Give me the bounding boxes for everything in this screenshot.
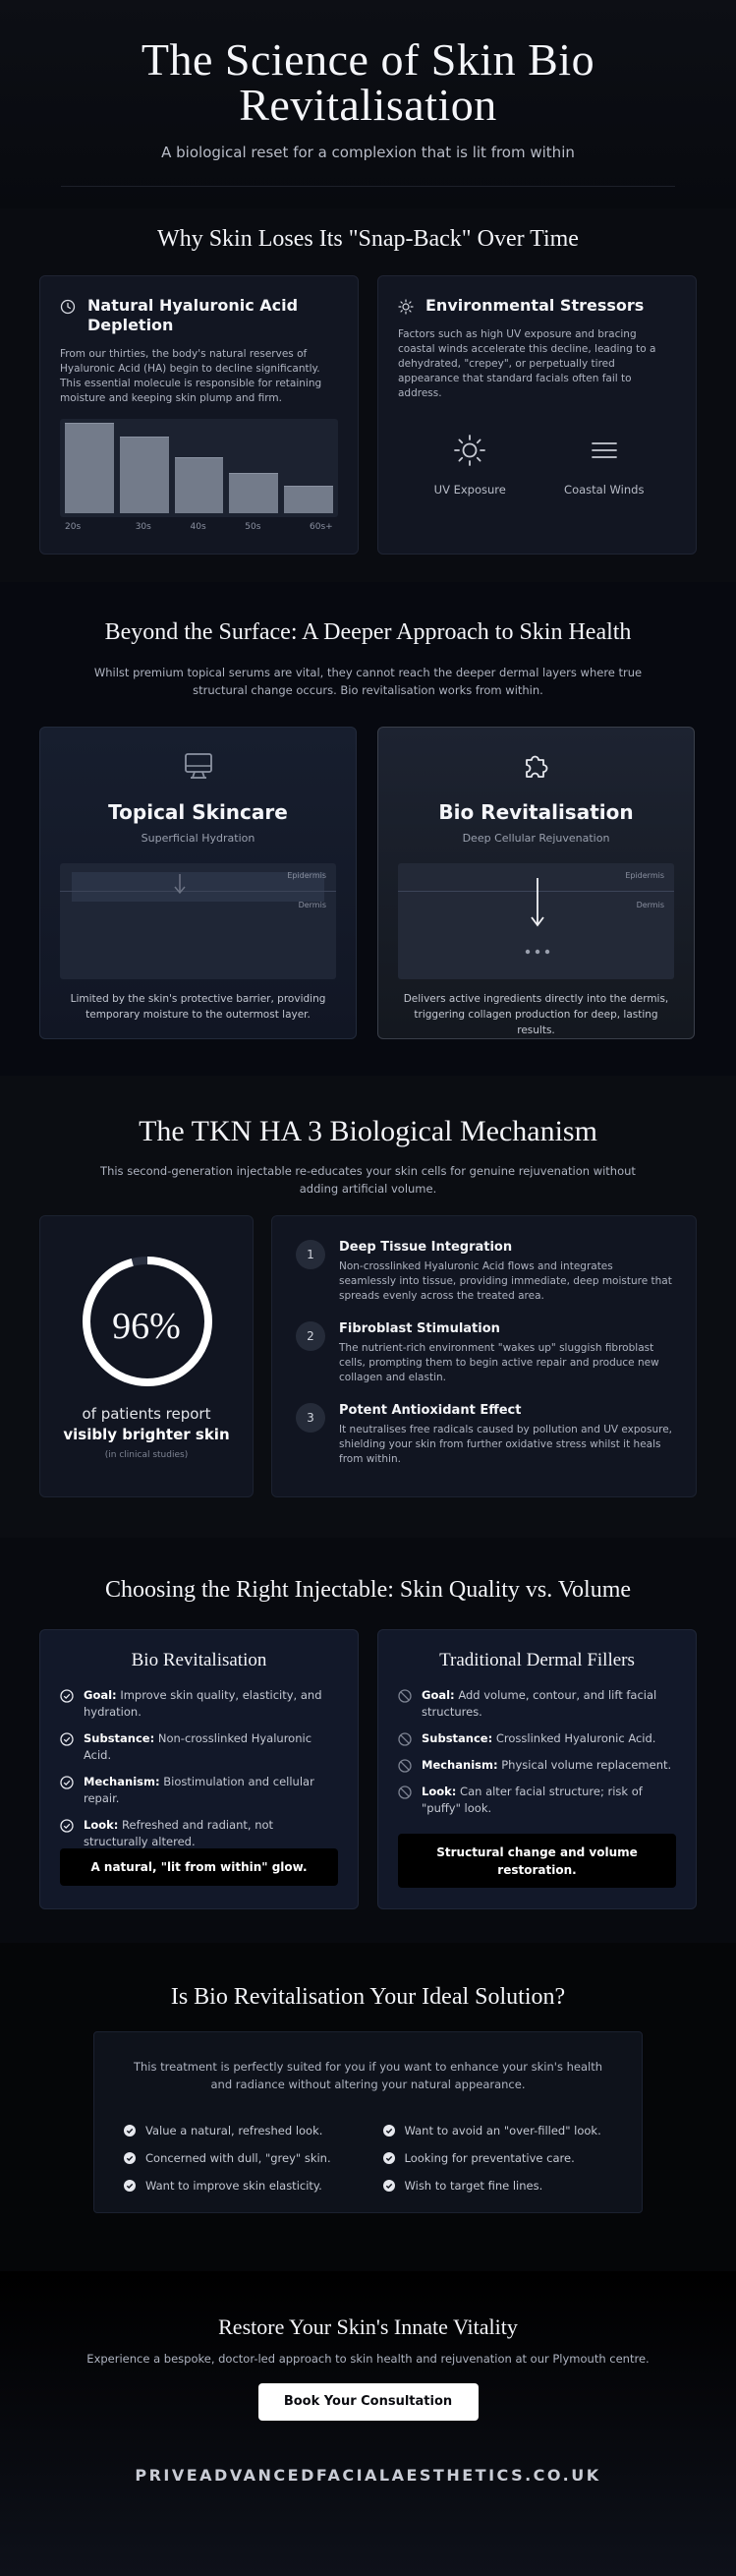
comparison-item (60, 1730, 338, 1764)
item-value: Biostimulation and cellular repair. (84, 1775, 314, 1805)
epidermis-label: Epidermis (625, 871, 664, 880)
item-key: Goal: (84, 1688, 117, 1702)
why-title: Why Skin Loses Its "Snap-Back" Over Time (157, 226, 579, 252)
item-key: Substance: (422, 1731, 493, 1745)
comparison-item (60, 1817, 338, 1850)
chart-x-label: 50s (245, 522, 261, 532)
item-value: Improve skin quality, elasticity, and hydration. (84, 1688, 322, 1719)
item-value: Can alter facial structure; risk of "puffy" look. (422, 1785, 643, 1815)
environmental-title: Environmental Stressors (425, 296, 645, 315)
bio-skin-diagram (398, 863, 674, 979)
chart-x-label: 30s (135, 522, 151, 532)
item-value: Crosslinked Hyaluronic Acid. (495, 1731, 656, 1745)
environmental-card (377, 275, 697, 555)
ban-icon (398, 1759, 412, 1773)
mechanism-lead: This second-generation injectable re-educates your skin cells for genuine rejuvenation without adding artificial volume. (100, 1164, 636, 1196)
bio-comparison-card (39, 1629, 359, 1909)
uv-exposure-label: UV Exposure (433, 483, 506, 497)
coastal-winds-label: Coastal Winds (564, 483, 645, 497)
item-key: Look: (422, 1785, 457, 1798)
checklist-text: Wish to target fine lines. (404, 2179, 543, 2193)
checklist-text: Want to improve skin elasticity. (145, 2179, 322, 2193)
page-title-line-2: Revitalisation (239, 80, 497, 130)
why-section (0, 208, 736, 582)
checklist-item (124, 2144, 354, 2172)
comparison-item (398, 1730, 676, 1747)
checklist-item (383, 2172, 613, 2199)
step-text: The nutrient-rich environment "wakes up" sluggish fibroblast cells, prompting them to begin active repair and produce new collagen and elastin. (339, 1342, 659, 1383)
ha-depletion-text: From our thirties, the body's natural reserves of Hyaluronic Acid (HA) begin to decline significantly. This essential molecule is responsible for retaining moisture and keeping skin plump and firm. (60, 348, 322, 404)
comparison-item (398, 1687, 676, 1721)
page-title-line-1: The Science of Skin Bio (141, 34, 595, 85)
item-key: Look: (84, 1818, 119, 1832)
topical-subtitle: Superficial Hydration (141, 832, 255, 845)
beyond-lead: Whilst premium topical serums are vital, they cannot reach the deeper dermal layers where true structural change occurs. Bio revitalisation works from within. (93, 666, 643, 697)
check-circle-icon (60, 1776, 74, 1789)
step-item (296, 1240, 672, 1304)
sun-icon (398, 299, 414, 315)
ha-decline-chart (60, 419, 338, 532)
ban-icon (398, 1689, 412, 1703)
check-circle-icon (60, 1819, 74, 1833)
filler-result-box: Structural change and volume restoration. (398, 1834, 676, 1888)
checklist-text: Concerned with dull, "grey" skin. (145, 2151, 331, 2165)
item-value: Add volume, contour, and lift facial structures. (422, 1688, 657, 1719)
chart-bar (284, 486, 333, 513)
checklist-item (124, 2117, 354, 2144)
puzzle-icon (520, 749, 553, 783)
beyond-section (0, 582, 736, 1076)
hero-divider (61, 186, 675, 187)
chart-x-label: 40s (190, 522, 206, 532)
step-number: 2 (296, 1321, 325, 1351)
check-circle-icon (383, 2180, 395, 2192)
dots-icon (523, 948, 552, 956)
ha-depletion-card (39, 275, 359, 555)
item-value: Non-crosslinked Hyaluronic Acid. (84, 1731, 312, 1762)
check-circle-icon (124, 2152, 136, 2164)
checklist-item (124, 2172, 354, 2199)
bio-footer: Delivers active ingredients directly into the dermis, triggering collagen production for deep, lasting results. (403, 993, 669, 1036)
bio-comparison-title: Bio Revitalisation (131, 1650, 267, 1670)
ban-icon (398, 1786, 412, 1799)
check-circle-icon (383, 2125, 395, 2137)
topical-skincare-card (39, 727, 357, 1039)
step-title: Potent Antioxidant Effect (339, 1403, 522, 1418)
dermis-label: Dermis (636, 901, 664, 909)
clock-icon (60, 299, 76, 315)
step-item (296, 1403, 672, 1467)
mechanism-title: The TKN HA 3 Biological Mechanism (139, 1115, 597, 1147)
filler-comparison-title: Traditional Dermal Fillers (439, 1650, 635, 1670)
chart-bar (229, 473, 278, 513)
comparison-item (398, 1784, 676, 1817)
check-circle-icon (383, 2152, 395, 2164)
ideal-title: Is Bio Revitalisation Your Ideal Solution? (170, 1984, 566, 2010)
stat-card (39, 1215, 254, 1497)
item-value: Refreshed and radiant, not structurally altered. (84, 1818, 274, 1848)
mechanism-steps (271, 1215, 697, 1497)
bio-result-box: A natural, "lit from within" glow. (60, 1848, 338, 1886)
footer-website[interactable]: PRIVEADVANCEDFACIALAESTHETICS.CO.UK (135, 2466, 601, 2485)
stat-line-1: of patients report (82, 1405, 211, 1423)
cta-title: Restore Your Skin's Innate Vitality (218, 2314, 518, 2339)
topical-footer: Limited by the skin's protective barrier, providing temporary moisture to the outermost layer. (70, 993, 326, 1021)
wind-icon (588, 434, 621, 467)
ideal-checklist (124, 2117, 612, 2199)
item-key: Mechanism: (422, 1758, 498, 1772)
step-number: 3 (296, 1403, 325, 1433)
step-text: It neutralises free radicals caused by pollution and UV exposure, shielding your skin from further oxidative stress whilst it heals from within. (339, 1424, 672, 1465)
step-item (296, 1321, 672, 1385)
cta-section (0, 2271, 736, 2576)
checklist-item (383, 2144, 613, 2172)
check-circle-icon (60, 1689, 74, 1703)
chart-bar (65, 423, 114, 513)
chart-bar (175, 457, 224, 513)
bio-subtitle: Deep Cellular Rejuvenation (462, 832, 610, 845)
item-value: Physical volume replacement. (501, 1758, 672, 1772)
ban-icon (398, 1732, 412, 1746)
step-title: Fibroblast Stimulation (339, 1321, 500, 1336)
filler-comparison-card (377, 1629, 697, 1909)
ideal-intro: This treatment is perfectly suited for you if you want to enhance your skin's health and radiance without altering your natural appearance. (133, 2060, 603, 2091)
stat-note: (in clinical studies) (104, 1450, 189, 1460)
hero-section (0, 0, 736, 208)
ha-depletion-title: Natural Hyaluronic Acid Depletion (87, 296, 299, 334)
item-key: Mechanism: (84, 1775, 160, 1788)
ideal-section (0, 1943, 736, 2271)
page-subtitle: A biological reset for a complexion that is lit from within (161, 144, 575, 161)
item-key: Goal: (422, 1688, 455, 1702)
cta-lead: Experience a bespoke, doctor-led approach to skin health and rejuvenation at our Plymouth centre. (86, 2352, 650, 2366)
topical-title: Topical Skincare (108, 800, 288, 824)
bio-revitalisation-card (377, 727, 695, 1039)
stat-line-2: visibly brighter skin (63, 1426, 230, 1443)
checklist-text: Value a natural, refreshed look. (145, 2124, 323, 2137)
page-title (0, 34, 736, 130)
check-circle-icon (124, 2125, 136, 2137)
stat-value: 96% (112, 1306, 181, 1347)
bio-title: Bio Revitalisation (438, 800, 634, 824)
uv-exposure-item (416, 434, 524, 498)
mechanism-section (0, 1076, 736, 1538)
coastal-winds-item (550, 434, 658, 498)
epidermis-label: Epidermis (287, 871, 326, 880)
arrow-down-icon (172, 873, 188, 895)
chart-x-label: 20s (65, 522, 82, 532)
item-key: Substance: (84, 1731, 155, 1745)
step-title: Deep Tissue Integration (339, 1240, 513, 1255)
step-text: Non-crosslinked Hyaluronic Acid flows and integrates seamlessly into tissue, providing immediate, deep moisture that spreads evenly across the treated area. (339, 1260, 672, 1302)
check-circle-icon (124, 2180, 136, 2192)
checklist-text: Looking for preventative care. (404, 2151, 575, 2165)
choose-section (0, 1538, 736, 1943)
chart-x-label: 60s+ (310, 522, 333, 532)
ideal-box (93, 2031, 643, 2213)
beyond-title: Beyond the Surface: A Deeper Approach to Skin Health (104, 619, 632, 645)
topical-skin-diagram (60, 863, 336, 979)
comparison-item (398, 1757, 676, 1774)
book-consultation-button[interactable]: Book Your Consultation (258, 2383, 479, 2421)
comparison-item (60, 1774, 338, 1807)
chart-bar (120, 437, 169, 513)
comparison-item (60, 1687, 338, 1721)
monitor-icon (182, 749, 215, 783)
choose-title: Choosing the Right Injectable: Skin Quality vs. Volume (104, 1577, 632, 1603)
checklist-text: Want to avoid an "over-filled" look. (404, 2124, 601, 2137)
uv-sun-icon (453, 434, 486, 467)
layer-boundary (60, 891, 336, 892)
environmental-text: Factors such as high UV exposure and bracing coastal winds accelerate this decline, leading to a dehydrated, "crepey", or perpetually tired appearance that standard facials often fail to address. (398, 328, 656, 399)
step-number: 1 (296, 1240, 325, 1269)
check-circle-icon (60, 1732, 74, 1746)
checklist-item (383, 2117, 613, 2144)
dermis-label: Dermis (298, 901, 326, 909)
arrow-down-icon (529, 877, 546, 928)
